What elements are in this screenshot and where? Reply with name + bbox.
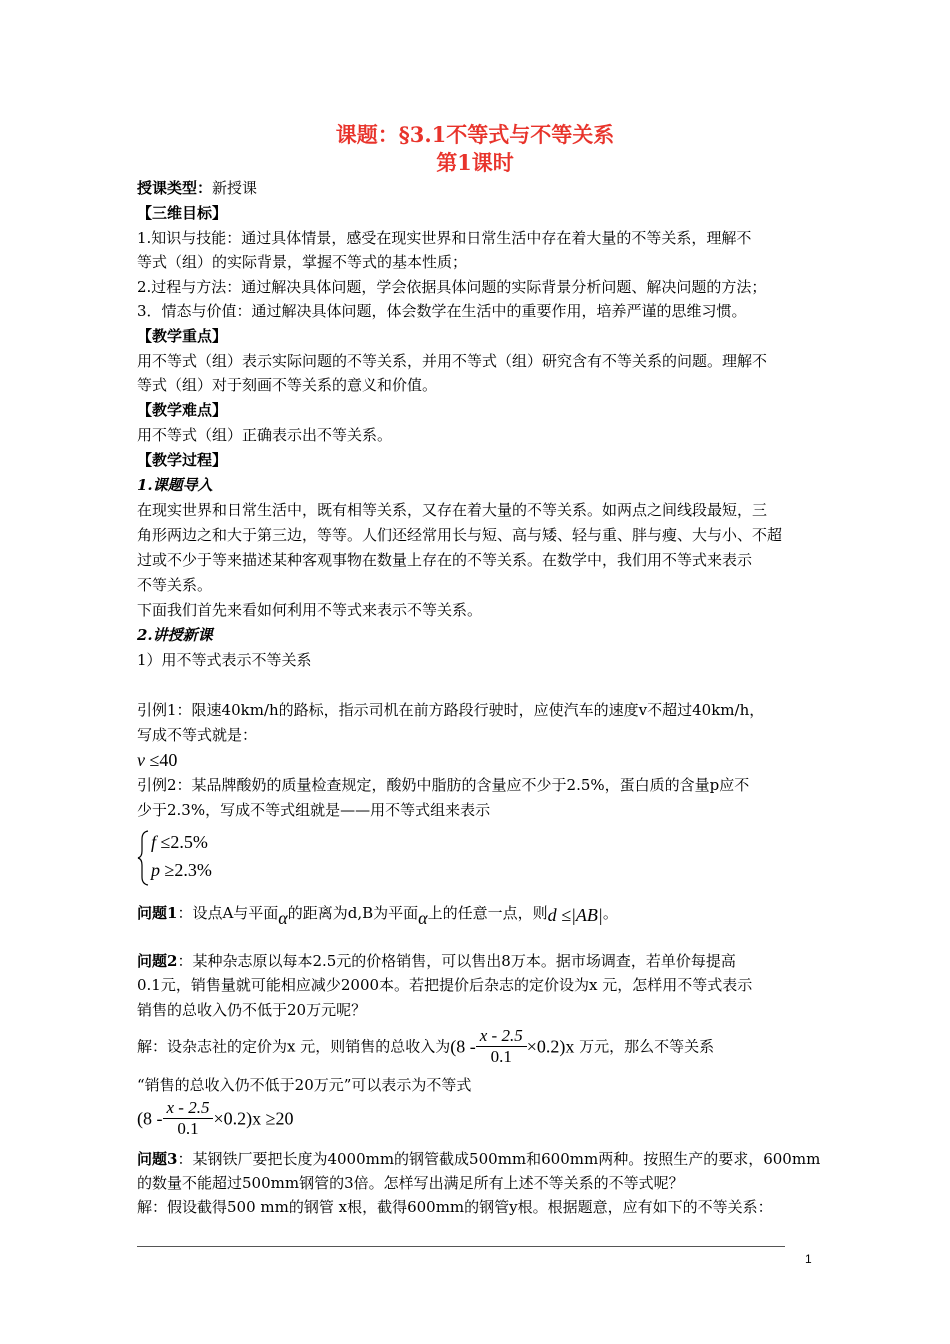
question-3-solution: 解：假设截得500 mm的钢管 x根，截得600mm的钢管y根。根据题意，应有如下的不等关系： [137,1198,773,1216]
revenue-ineq-fraction-num: x - 2.5 [163,1098,214,1119]
solution-2-line-c: “销售的总收入仍不低于20万元”可以表示为不等式 [137,1076,472,1094]
subsection-1: 1）用不等式表示不等关系 [137,651,312,669]
intro-line-a: 在现实世界和日常生活中，既有相等关系，又存在着大量的不等关系。如两点之间线段最短，三 [137,501,768,519]
alpha-symbol-1: α [278,908,288,928]
example-1-a: 引例1：限速40km/h的路标，指示司机在前方路段行驶时，应使汽车的速度v不超过40km/h， [137,701,765,719]
key-points-heading: 【教学重点】 [137,327,228,345]
intro-line-e: 下面我们首先来看如何利用不等式来表示不等关系。 [137,601,483,619]
var-f: f [151,832,157,852]
question-1 [137,900,817,928]
intro-line-c: 过或不少于等来描述某种客观事物在数量上存在的不等关系。在数学中，我们用不等式来表示 [137,551,753,569]
example-2-b: 少于2.3%，写成不等式组就是——用不等式组来表示 [137,801,491,819]
example-2-a: 引例2：某品牌酸奶的质量检查规定，酸奶中脂肪的含量应不少于2.5%，蛋白质的含量p应不 [137,776,750,794]
question-2-line-c: 销售的总收入仍不低于20万元呢？ [137,1001,367,1019]
question-1-text-c: 上的任意一点，则 [427,904,548,922]
revenue-ineq-fraction [163,1098,214,1139]
example-1-b: 写成不等式就是： [137,726,258,744]
page-number: 1 [805,1252,812,1266]
solution-2-expr-post: ×0.2)x [526,1036,575,1057]
difficulties-text: 用不等式（组）正确表示出不等关系。 [137,426,393,444]
objective-1-b: 等式（组）的实际背景，掌握不等式的基本性质； [137,253,468,271]
system-row-f [151,828,208,856]
key-points-b: 等式（组）对于刻画不等关系的意义和价值。 [137,376,438,394]
title-line-1: 课题：§3.1不等式与不等关系 [335,122,615,147]
key-points-a: 用不等式（组）表示实际问题的不等关系，并用不等式（组）研究含有不等关系的问题。理解不 [137,352,768,370]
intro-line-b: 角形两边之和大于第三边，等等。人们还经常用长与短、高与矮、轻与重、胖与瘦、大与小、不超 [137,526,783,544]
solution-2-fraction [476,1026,527,1067]
var-v: v [137,750,145,770]
revenue-ineq-pre: (8 - [137,1108,163,1129]
lesson-type-label: 授课类型： [137,179,213,197]
system-row-p [151,856,212,884]
solution-2-text-b: 万元，那么不等关系 [574,1037,715,1056]
question-1-inequality: d ≤|AB| [547,905,603,925]
question-2 [137,949,817,973]
ineq-v-rest: ≤40 [145,750,178,770]
revenue-inequality [137,1098,817,1144]
difficulties-heading: 【教学难点】 [137,401,228,419]
objectives-heading: 【三维目标】 [137,204,228,222]
footer-divider [137,1246,785,1247]
alpha-symbol-2: α [418,908,428,928]
solution-2-line [137,1026,817,1072]
question-3-label: 问题3 [137,1150,178,1168]
ineq-p-rest: ≥2.3% [160,860,212,880]
lesson-type [137,176,817,200]
ineq-f-rest: ≤2.5% [156,832,208,852]
revenue-ineq-post: ×0.2)x ≥20 [213,1108,294,1129]
solution-2-expr-pre: (8 - [450,1036,476,1057]
question-1-text-a: ：设点A与平面 [177,904,279,922]
question-1-end: 。 [602,904,618,922]
intro-heading: 1.课题导入 [137,476,213,494]
solution-2-fraction-num: x - 2.5 [476,1026,527,1047]
question-2-label: 问题2 [137,952,178,970]
title-line-2: 第1课时 [436,150,514,175]
question-1-label: 问题1 [137,904,178,922]
revenue-ineq-fraction-den: 0.1 [177,1119,199,1138]
left-brace-icon [137,830,151,886]
example-1-inequality [137,748,817,772]
solution-2-fraction-den: 0.1 [490,1047,512,1066]
question-2-line-b: 0.1元，销售量就可能相应减少2000本。若把提价后杂志的定价设为x 元，怎样用不等式表示 [137,976,753,994]
question-3 [137,1147,821,1171]
objective-3: 3．情态与价值：通过解决具体问题，体会数学在生活中的重要作用，培养严谨的思维习惯。 [137,302,747,320]
solution-2-text-a: 解：设杂志社的定价为x 元，则销售的总收入为 [137,1037,451,1056]
var-p: p [151,860,160,880]
question-3-line-a: ：某钢铁厂要把长度为4000mm的钢管截成500mm和600mm两种。按照生产的要求，600mm [177,1150,821,1168]
question-1-text-b: 的距离为d,B为平面 [287,904,419,922]
intro-line-d: 不等关系。 [137,576,213,594]
objective-1-a: 1.知识与技能：通过具体情景，感受在现实世界和日常生活中存在着大量的不等关系，理解不 [137,229,752,247]
question-2-line-a: ：某种杂志原以每本2.5元的价格销售，可以售出8万本。据市场调查，若单价每提高 [177,952,736,970]
lesson-type-value: 新授课 [212,179,258,197]
new-lesson-heading: 2.讲授新课 [137,626,213,644]
process-heading: 【教学过程】 [137,451,228,469]
objective-2: 2.过程与方法：通过解决具体问题，学会依据具体问题的实际背景分析问题、解决问题的方法； [137,278,767,296]
question-3-line-b: 的数量不能超过500mm钢管的3倍。怎样写出满足所有上述不等关系的不等式呢？ [137,1174,684,1192]
